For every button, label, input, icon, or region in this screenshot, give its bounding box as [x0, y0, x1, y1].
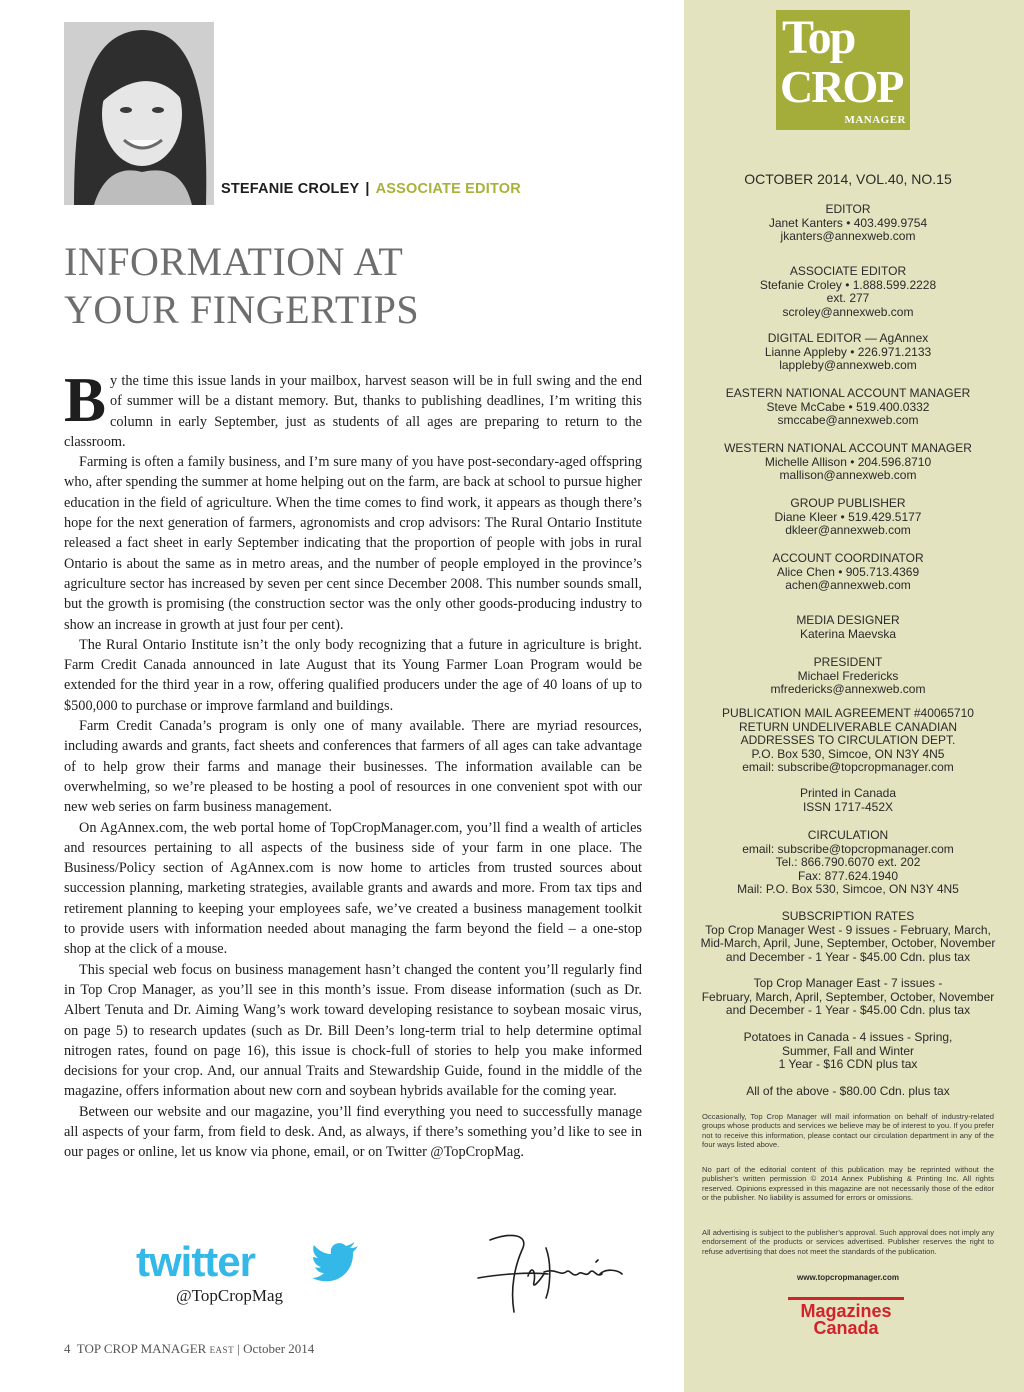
masthead-line: Katerina Maevska — [799, 626, 897, 641]
masthead-line: Potatoes in Canada - 4 issues - Spring, — [743, 1030, 953, 1044]
masthead-block-all-rates — [700, 1085, 996, 1099]
masthead-block-account-coordinator — [700, 552, 996, 593]
article-paragraph: By the time this issue lands in your mailbox, harvest season will be in full swing and the end of summer will be a distant memory. But, thanks to publishing deadlines, I’m writing this column in early September, just as students of all ages are preparing to return to the classroom. — [64, 365, 642, 450]
masthead-line: Steve McCabe • 519.400.0332 — [766, 399, 930, 414]
masthead-email[interactable]: jkanters@annexweb.com — [780, 229, 916, 243]
masthead-title: PRESIDENT — [813, 655, 883, 669]
masthead-line: Lianne Appleby • 226.971.2133 — [764, 344, 932, 359]
masthead-line: Top Crop Manager West - 9 issues - February, March, — [705, 922, 991, 937]
masthead-line: Michael Fredericks — [797, 668, 899, 683]
masthead-block-associate-editor — [700, 265, 996, 319]
article-paragraph: Farming is often a family business, and I’m sure many of you have post-secondary-aged offspring who, after spending the summer at home helping out on the farm, are back at school to pursue higher education in the field of agriculture. When the time comes to find work, it appears as though there’s hope for the next generation of farmers, agronomists and crop advisors: The Rural Ontario Institute released a fact sheet in early September indicating that the proportion of people with jobs in rural Ontario is about the same as in metro areas, and the number of people employed in the province’s agriculture sector has increased by seven per cent since December 2008. This number sounds small, but the growth is promising (the construction sector was the only other goods-producing industry to show an increase in growth at just four per cent). — [64, 454, 642, 633]
masthead-block-eastern-manager — [700, 387, 996, 428]
article-paragraph: The Rural Ontario Institute isn’t the only body recognizing that a future in agriculture is bright. Farm Credit Canada announced in late August that its Young Farmer Loan Program would be extended for the third year in a row, offering qualified producers under the age of 40 loans of up to $500,000 to purchase or improve farmland and buildings. — [64, 636, 642, 714]
masthead-line: Fax: 877.624.1940 — [797, 868, 899, 883]
signature-icon — [470, 1228, 640, 1318]
logo-line-3: MANAGER — [844, 114, 906, 126]
article-paragraph: Farm Credit Canada’s program is only one of many available. There are myriad resources, including awards and grants, fact sheets and conferences that farmers of all ages can take advantage of to help grow their farms and manage their businesses. The information available can be overwhelming, so we’re pleased to be hosting a pool of resources in one convenient spot with our new web series on farm business management. — [64, 718, 642, 816]
fine-print-copyright: No part of the editorial content of this publication may be reprinted without the publisher’s written permission © 2014 Annex Publishing & Printing Inc. All rights reserved. Opinions expressed in this magazine are not necessarily those of the editor or the publisher. No liability is assumed for errors or omissions. — [702, 1165, 994, 1203]
masthead-title: EDITOR — [825, 202, 871, 216]
twitter-badge[interactable] — [136, 1240, 376, 1312]
folio-separator: | — [237, 1341, 240, 1356]
masthead-line: Tel.: 866.790.6070 ext. 202 — [775, 855, 921, 869]
masthead-block-editor — [700, 203, 996, 244]
masthead-block-western-manager — [700, 442, 996, 483]
masthead-block-subscription-rates — [700, 910, 996, 964]
article-headline — [64, 238, 644, 334]
masthead-line: Mail: P.O. Box 530, Simcoe, ON N3Y 4N5 — [737, 882, 959, 896]
byline-separator: | — [365, 181, 370, 197]
issue-line: OCTOBER 2014, VOL.40, NO.15 — [744, 171, 952, 187]
masthead-line: ISSN 1717-452X — [802, 799, 894, 814]
author-role: ASSOCIATE EDITOR — [375, 181, 521, 197]
website-link[interactable]: www.topcropmanager.com — [797, 1273, 899, 1282]
masthead-line: Janet Kanters • 403.499.9754 — [768, 215, 928, 230]
twitter-bird-icon — [312, 1240, 360, 1284]
magazines-canada-text — [784, 1303, 908, 1337]
folio-edition: EAST — [209, 1345, 235, 1355]
author-portrait-image — [64, 22, 214, 205]
masthead-email[interactable]: smccabe@annexweb.com — [777, 413, 919, 427]
masthead-email[interactable]: dkleer@annexweb.com — [785, 523, 911, 537]
masthead-block-digital-editor — [700, 332, 996, 373]
article-body — [64, 365, 642, 1163]
masthead-line: RETURN UNDELIVERABLE CANADIAN — [738, 719, 958, 734]
page-folio — [64, 1341, 314, 1357]
masthead-line: and December - 1 Year - $45.00 Cdn. plus tax — [725, 949, 971, 964]
author-photo — [64, 22, 214, 205]
folio-magazine: TOP CROP MANAGER — [76, 1341, 207, 1356]
masthead-email[interactable]: email: subscribe@topcropmanager.com — [742, 841, 954, 856]
masthead-title: WESTERN NATIONAL ACCOUNT MANAGER — [724, 441, 972, 455]
masthead-block-printed — [700, 787, 996, 814]
masthead-email[interactable]: scroley@annexweb.com — [782, 304, 914, 319]
masthead-title: ACCOUNT COORDINATOR — [772, 551, 924, 565]
masthead-title: EASTERN NATIONAL ACCOUNT MANAGER — [725, 386, 971, 400]
masthead-line: Michelle Allison • 204.596.8710 — [764, 454, 932, 469]
article-paragraph: On AgAnnex.com, the web portal home of TopCropManager.com, you’ll find a wealth of articles and resources pertaining to all aspects of the business side of your farm in one place. The Business/Policy section of AgAnnex.com is now home to articles from trusted sources about succession planning, marketing strategies, available grants and awards and more. From tax tips and retirement planning to keeping your employees safe, we’ve created a business management toolkit to provide users with information needed about managing the farm beyond the field – a one-stop shop at the click of a mouse. — [64, 819, 642, 958]
issue-info — [700, 171, 996, 187]
fine-print-mailing: Occasionally, Top Crop Manager will mail information on behalf of industry-related groups whose products and services we believe may be of interest to you. If you prefer not to receive this information, please contact our circulation department in any of the four ways listed above. — [702, 1112, 994, 1150]
headline-line-1: INFORMATION AT — [64, 239, 404, 284]
masthead-block-potatoes-rates — [700, 1031, 996, 1072]
twitter-handle[interactable]: @TopCropMag — [176, 1286, 284, 1305]
masthead-line: Alice Chen • 905.713.4369 — [776, 564, 920, 579]
magazines-canada-line-1: Magazines — [800, 1301, 892, 1321]
masthead-line: Diane Kleer • 519.429.5177 — [774, 509, 922, 524]
drop-cap: B — [64, 365, 107, 435]
masthead-line: Mid-March, April, June, September, October, November — [700, 936, 996, 950]
masthead-title: DIGITAL EDITOR — AgAnnex — [767, 331, 929, 345]
masthead-block-group-publisher — [700, 497, 996, 538]
masthead-line: and December - 1 Year - $45.00 Cdn. plus tax — [725, 1003, 971, 1017]
masthead-title: SUBSCRIPTION RATES — [781, 909, 915, 923]
masthead-line: Summer, Fall and Winter — [781, 1043, 915, 1058]
logo-line-2: CROP — [780, 61, 903, 112]
masthead-line: February, March, April, September, October, November — [701, 989, 995, 1004]
article-paragraph: Between our website and our magazine, you’ll find everything you need to successfully manage all aspects of your farm, from field to desk. And, as always, if there’s something you’d like to see in our pages or online, let us know via phone, email, or on Twitter @TopCropMag. — [64, 1103, 642, 1161]
author-byline — [221, 181, 521, 197]
masthead-line: All of the above - $80.00 Cdn. plus tax — [746, 1084, 950, 1098]
logo-bar — [788, 1297, 904, 1300]
masthead-title: PUBLICATION MAIL AGREEMENT #40065710 — [722, 706, 974, 720]
masthead-line: Printed in Canada — [799, 786, 897, 800]
logo-line-1: Top — [782, 11, 855, 64]
masthead-block-media-designer — [700, 614, 996, 641]
masthead-block-publication-mail — [700, 707, 996, 775]
masthead-line: Stefanie Croley • 1.888.599.2228 — [759, 277, 937, 292]
headline-line-2: YOUR FINGERTIPS — [64, 287, 420, 332]
masthead-title: MEDIA DESIGNER — [796, 613, 900, 627]
masthead-line: P.O. Box 530, Simcoe, ON N3Y 4N5 — [751, 746, 945, 761]
magazines-canada-line-2: Canada — [813, 1318, 879, 1338]
masthead-line: 1 Year - $16 CDN plus tax — [778, 1057, 918, 1071]
folio-date: October 2014 — [243, 1341, 315, 1356]
masthead-email[interactable]: email: subscribe@topcropmanager.com — [742, 760, 954, 774]
masthead-title: ASSOCIATE EDITOR — [789, 264, 907, 278]
masthead-block-east-rates — [700, 977, 996, 1018]
fine-print-advertising: All advertising is subject to the publisher’s approval. Such approval does not imply any endorsement of the products or services advertised. Publisher reserves the right to refuse advertising that does not meet the standards of the publication. — [702, 1228, 994, 1256]
masthead-line: Top Crop Manager East - 7 issues - — [753, 976, 943, 990]
masthead-block-circulation — [700, 829, 996, 897]
masthead-email[interactable]: mallison@annexweb.com — [779, 468, 917, 482]
masthead-block-president — [700, 656, 996, 697]
twitter-logo-text: twitter — [136, 1238, 255, 1285]
masthead-email[interactable]: mfredericks@annexweb.com — [770, 682, 926, 696]
article-paragraph: This special web focus on business management hasn’t changed the content you’ll regularly find in Top Crop Manager, as you’ll see in this month’s issue. From disease information (such as Dr. Albert Tenuta and Dr. Aiming Wang’s work toward developing resistance to soybean mosaic virus, on page 5) to research updates (such as Dr. Bill Deen’s long-term trial to help determine optimal nitrogen rates, found on page 16), this issue is chock-full of stories to help you make informed decisions for your crop. And, our annual Traits and Stewardship Guide, found in the middle of the magazine, offers information about new corn and soybean hybrids available for the coming year. — [64, 961, 642, 1100]
masthead-email[interactable]: achen@annexweb.com — [785, 578, 911, 592]
top-crop-manager-logo — [776, 10, 910, 130]
masthead-line: ext. 277 — [826, 291, 870, 305]
magazines-canada-logo — [784, 1297, 908, 1339]
masthead-email[interactable]: lappleby@annexweb.com — [779, 358, 917, 372]
masthead-title: CIRCULATION — [807, 828, 889, 842]
masthead-line: ADDRESSES TO CIRCULATION DEPT. — [740, 733, 956, 747]
masthead-title: GROUP PUBLISHER — [790, 496, 906, 510]
page-number: 4 — [64, 1341, 71, 1356]
author-name: STEFANIE CROLEY — [221, 181, 360, 197]
